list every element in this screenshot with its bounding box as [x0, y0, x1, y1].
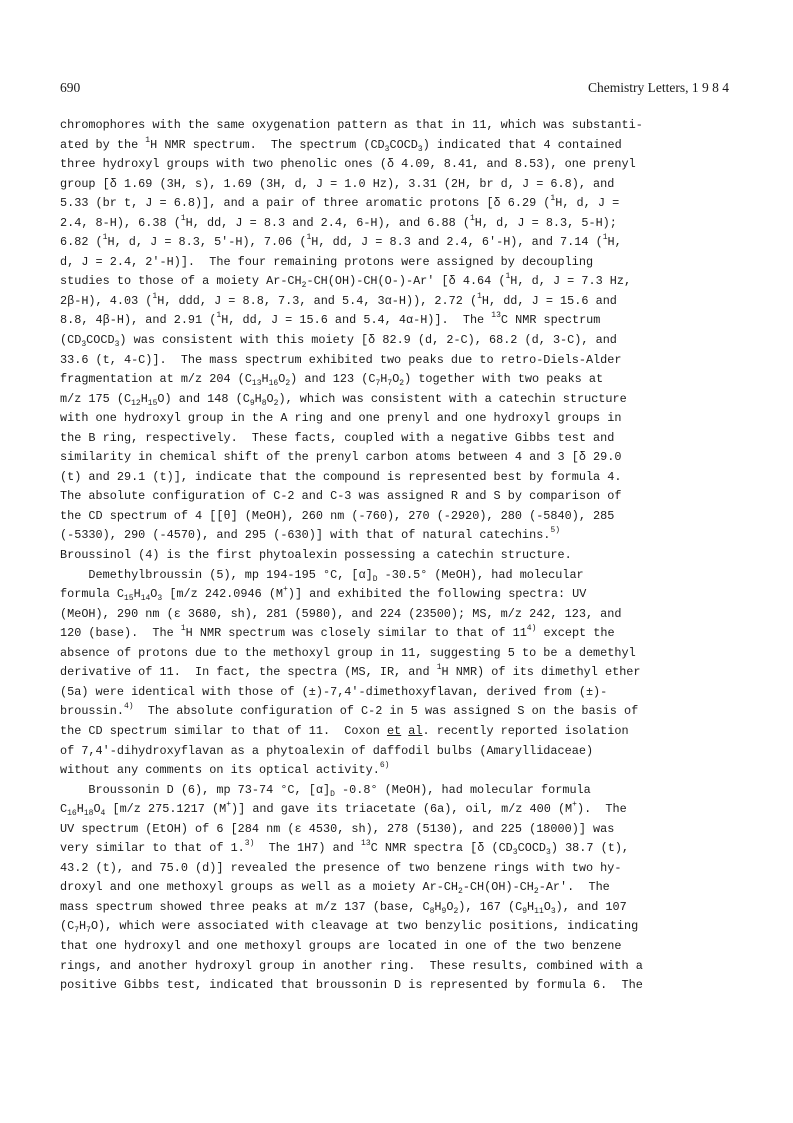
- text-line: studies to those of a moiety $Ar-CH_2-CH(OH)-CH(O-)-Ar'$ [δ 4.64 ($^1$H, d, J = 7.3 Hz,: [60, 272, 632, 291]
- text-line: of 7,4'-dihydroxyflavan as a phytoalexin of daffodil bulbs (Amaryllidaceae): [60, 743, 594, 758]
- text-line: (-5330), 290 (-4570), and 295 (-630)] with that of natural catechins.$^{5)}$: [60, 526, 561, 543]
- journal-title: Chemistry Letters, 1 9 8 4: [588, 80, 729, 95]
- text-line: 120 (base). The $^1$H NMR spectrum was closely similar to that of 11$^{4)}$ except the: [60, 624, 615, 641]
- text-line: the B ring, respectively. These facts, coupled with a negative Gibbs test and: [60, 430, 615, 445]
- text-line: formula $C_{15}H_{14}O_3$ [m/z 242.0946 (M+)] and exhibited the following spectra: UV: [60, 585, 587, 604]
- text-line: rings, and another hydroxyl group in another ring. These results, combined with a: [60, 958, 643, 973]
- text-line: $C_{16}H_{18}O_4$ [m/z 275.1217 (M+)] and gave its triacetate (6a), oil, m/z 400 (M+). The: [60, 800, 627, 819]
- page-number: 690: [60, 80, 81, 95]
- text-line: 2.4, 8-H), 6.38 ($^1$H, dd, J = 8.3 and 2.4, 6-H), and 6.88 ($^1$H, d, J = 8.3, 5-H);: [60, 213, 617, 230]
- text-line: d, J = 2.4, 2'-H)]. The four remaining protons were assigned by decoupling: [60, 254, 594, 269]
- text-line: Broussonin D (6), mp 73-74 °C, $[\alpha]_D$ -0.8° (MeOH), had molecular formula: [60, 782, 591, 799]
- text-line: 6.82 ($^1$H, d, J = 8.3, 5'-H), 7.06 ($^1$H, dd, J = 8.3 and 2.4, 6'-H), and 7.14 ($^1$H,: [60, 233, 622, 250]
- text-line: 5.33 (br t, J = 6.8)], and a pair of three aromatic protons [δ 6.29 ($^1$H, d, J =: [60, 194, 620, 211]
- text-line: 43.2 (t), and 75.0 (d)] revealed the presence of two benzene rings with two hy-: [60, 860, 622, 875]
- text-line: Broussinol (4) is the first phytoalexin possessing a catechin structure.: [60, 548, 572, 563]
- text-line: droxyl and one methoxyl groups as well as a moiety $Ar-CH_2-CH(OH)-CH_2-Ar'$. The: [60, 880, 610, 897]
- text-line: without any comments on its optical activity.$^{6)}$: [60, 761, 390, 778]
- text-line: absence of protons due to the methoxyl group in 11, suggesting 5 to be a demethyl: [60, 645, 636, 660]
- text-line: Demethylbroussin (5), mp 194-195 °C, $[\alpha]_D$ -30.5° (MeOH), had molecular: [60, 567, 584, 584]
- text-line: group [δ 1.69 (3H, s), 1.69 (3H, d, J = 1.0 Hz), 3.31 (2H, br d, J = 6.8), and: [60, 176, 615, 191]
- text-line: $(CD_3COCD_3)$ was consistent with this moiety [δ 82.9 (d, 2-C), 68.2 (d, 3-C), and: [60, 333, 617, 350]
- text-line: mass spectrum showed three peaks at m/z 137 (base, $C_8H_9O_2$), 167 $(C_9H_{11}O_3)$, and 107: [60, 899, 627, 916]
- text-line: positive Gibbs test, indicated that broussonin D is represented by formula 6. The: [60, 978, 643, 993]
- text-line: (MeOH), 290 nm (ε 3680, sh), 281 (5980), and 224 (23500); MS, m/z 242, 123, and: [60, 606, 622, 621]
- text-line: 2β-H), 4.03 ($^1$H, ddd, J = 8.8, 7.3, and 5.4, 3α-H)), 2.72 ($^1$H, dd, J = 15.6 and: [60, 291, 617, 308]
- text-line: broussin.$^{4)}$ The absolute configuration of C-2 in 5 was assigned S on the basis of: [60, 702, 639, 719]
- text-line: very similar to that of 1.$^{3)}$ The 1H7) and $^{13}$C NMR spectra [δ $(CD_3COCD_3)$ 38.7 (t),: [60, 839, 630, 858]
- text-line: The absolute configuration of C-2 and C-3 was assigned R and S by comparison of: [60, 489, 622, 504]
- text-line: 8.8, 4β-H), and 2.91 ($^1$H, dd, J = 15.6 and 5.4, 4α-H)]. The $^{13}$C NMR spectrum: [60, 311, 601, 328]
- text-line: 33.6 (t, 4-C)]. The mass spectrum exhibited two peaks due to retro-Diels-Alder: [60, 352, 622, 367]
- text-line: (5a) were identical with those of (±)-7,4'-dimethoxyflavan, derived from (±)-: [60, 684, 608, 699]
- text-line: UV spectrum (EtOH) of 6 [284 nm (ε 4530, sh), 278 (5130), and 225 (18000)] was: [60, 821, 615, 836]
- text-line: (t) and 29.1 (t)], indicate that the compound is represented best by formula 4.: [60, 469, 622, 484]
- text-line: chromophores with the same oxygenation pattern as that in 11, which was substanti-: [60, 118, 643, 132]
- text-line: derivative of 11. In fact, the spectra (MS, IR, and $^1$H NMR) of its dimethyl ether: [60, 663, 641, 680]
- text-line: m/z 175 $(C_{12}H_{15}O)$ and 148 $(C_9H_8O_2)$, which was consistent with a catechin structure: [60, 391, 627, 408]
- text-line: with one hydroxyl group in the A ring and one prenyl and one hydroxyl groups in: [60, 411, 622, 426]
- text-line: that one hydroxyl and one methoxyl groups are located in one of the two benzene: [60, 938, 622, 953]
- text-line: the CD spectrum similar to that of 11. Coxon et al. recently reported isolation: [60, 723, 629, 738]
- text-line: similarity in chemical shift of the prenyl carbon atoms between 4 and 3 [δ 29.0: [60, 450, 622, 465]
- text-line: the CD spectrum of 4 [[θ] (MeOH), 260 nm (-760), 270 (-2920), 280 (-5840), 285: [60, 508, 615, 523]
- text-line: fragmentation at m/z 204 $(C_{13}H_{16}O_2)$ and 123 $(C_7H_7O_2)$ together with two peaks at: [60, 372, 604, 389]
- text-line: $(C_7H_7O)$, which were associated with cleavage at two benzylic positions, indicating: [60, 919, 639, 936]
- text-line: ated by the $^1$H NMR spectrum. The spectrum $(CD_3COCD_3)$ indicated that 4 contained: [60, 135, 622, 154]
- text-line: three hydroxyl groups with two phenolic ones (δ 4.09, 8.41, and 8.53), one prenyl: [60, 157, 636, 172]
- body-text: [60, 116, 740, 996]
